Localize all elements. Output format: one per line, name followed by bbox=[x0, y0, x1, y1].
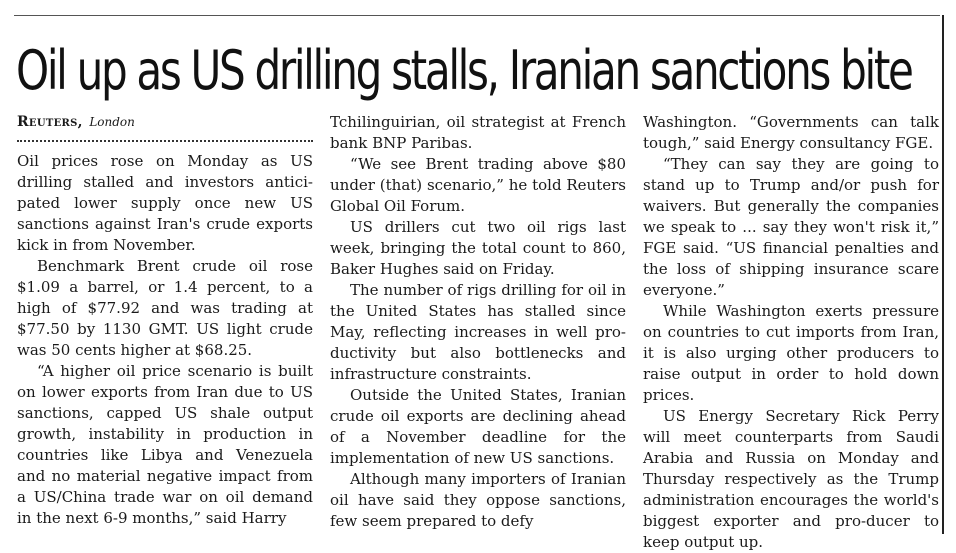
right-border-rule bbox=[942, 15, 944, 534]
article-paragraph: Outside the United States, Iranian crude oil exports are declining ahead of a November deadline for the implementation of new US sanctions. bbox=[330, 386, 626, 467]
article-paragraph: “They can say they are going to stand up to Trump and/or push for waivers. But generally the companies we speak to ... say they won't risk it,” FGE said. “US financial penalties and the loss of shipping insurance scare everyone.” bbox=[643, 155, 939, 299]
top-rule bbox=[14, 15, 940, 16]
byline-agency: Reuters, bbox=[17, 114, 83, 130]
byline-divider bbox=[17, 140, 313, 142]
article-paragraph: Washington. “Governments can talk tough,” said Energy consultancy FGE. bbox=[643, 113, 939, 152]
article-paragraph: The number of rigs drilling for oil in the United States has stalled since May, reflecting increases in well pro-ductivity but also bottlenecks and infrastructure constraints. bbox=[330, 281, 626, 383]
article-paragraph: US drillers cut two oil rigs last week, bringing the total count to 860, Baker Hughes said on Friday. bbox=[330, 218, 626, 278]
article-column-1 bbox=[17, 112, 313, 529]
article-headline: Oil up as US drilling stalls, Iranian sanctions bite bbox=[16, 39, 912, 102]
article-paragraph: US Energy Secretary Rick Perry will meet counterparts from Saudi Arabia and Russia on Monday and Thursday respectively as the Trump administration encourages the world's biggest exporter and pro-ducer to keep output up. bbox=[643, 407, 939, 551]
article-paragraph: Although many importers of Iranian oil have said they oppose sanctions, few seem prepared to defy bbox=[330, 470, 626, 530]
article-paragraph: Benchmark Brent crude oil rose $1.09 a barrel, or 1.4 percent, to a high of $77.92 and was trading at $77.50 by 1130 GMT. US light crude was 50 cents higher at $68.25. bbox=[17, 257, 313, 359]
article-column-3 bbox=[643, 112, 939, 553]
article-paragraph: Tchilinguirian, oil strategist at French bank BNP Paribas. bbox=[330, 113, 626, 152]
article-paragraph: “A higher oil price scenario is built on lower exports from Iran due to US sanctions, capped US shale output growth, instability in production in countries like Libya and Venezuela and no material negative impact from a US/China trade war on oil demand in the next 6-9 months,” said Harry bbox=[17, 362, 313, 527]
article-paragraph: Oil prices rose on Monday as US drilling stalled and investors antici-pated lower supply once new US sanctions against Iran's crude exports kick in from November. bbox=[17, 152, 313, 254]
article-paragraph: While Washington exerts pressure on countries to cut imports from Iran, it is also urging other producers to raise output in order to hold down prices. bbox=[643, 302, 939, 404]
byline-location: London bbox=[89, 115, 135, 129]
article-column-2 bbox=[330, 112, 626, 532]
byline bbox=[17, 112, 313, 133]
article-paragraph: “We see Brent trading above $80 under (that) scenario,” he told Reuters Global Oil Forum. bbox=[330, 155, 626, 215]
